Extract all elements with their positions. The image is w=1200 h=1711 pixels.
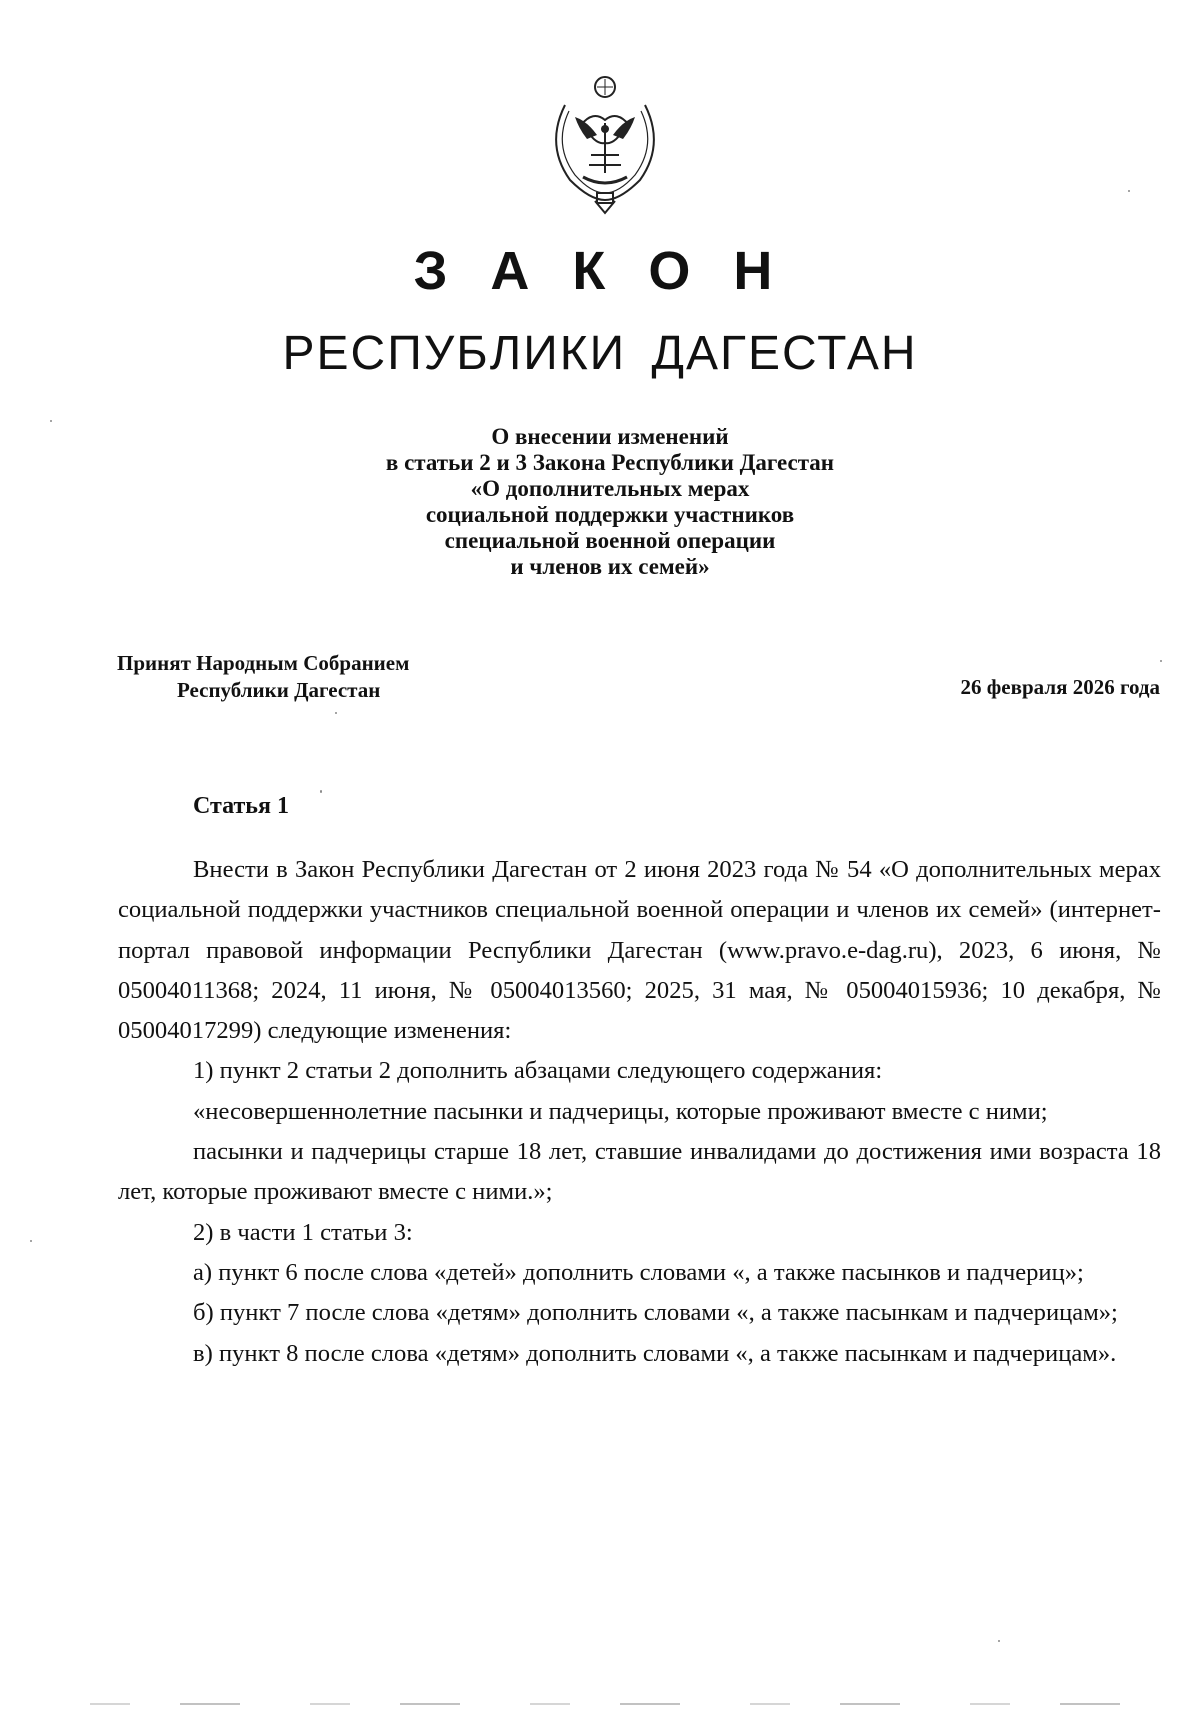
law-title: З А К О Н (413, 241, 787, 301)
article-paragraph: а) пункт 6 после слова «детей» дополнить словами «, а также пасынков и падчериц»; (193, 1258, 1084, 1286)
article-paragraph: 1) пункт 2 статьи 2 дополнить абзацами следующего содержания: (193, 1057, 883, 1085)
article-body (118, 850, 1161, 1374)
heading-line: социальной поддержки участников (425, 502, 795, 527)
heading-line: и членов их семей» (510, 554, 710, 579)
heading-line: «О дополнительных мерах (470, 476, 750, 501)
article-paragraph: Внести в Закон Республики Дагестан от 2 июня 2023 года № 54 «О дополнительных мерах социальной поддержки участников специальной военной операции и членов их семей» (интернет-портал правовой информации Республики Дагестан (www.pravo.e-dag.ru), 2023, 6 июня, № 05004011368; 2024, 11 июня, № 05004013560; 2025, 31 мая, № 05004015936; 10 декабря, № 05004017299) следующие изменения: (118, 856, 1161, 1045)
adoption-line-2: Республики Дагестан (177, 678, 381, 702)
article-title: Статья 1 (193, 793, 289, 819)
law-heading (260, 424, 960, 580)
article-paragraph: пасынки и падчерицы старше 18 лет, ставшие инвалидами до достижения ими возраста 18 лет, которые проживают вместе с ними.»; (118, 1138, 1161, 1206)
heading-line: О внесении изменений (491, 424, 729, 449)
adoption-line-1: Принят Народным Собранием (117, 651, 410, 675)
adoption-date: 26 февраля 2026 года (960, 675, 1160, 699)
law-subtitle: РЕСПУБЛИКИ ДАГЕСТАН (282, 327, 918, 380)
article-paragraph: 2) в части 1 статьи 3: (193, 1218, 413, 1246)
adoption-statement (117, 650, 409, 704)
dagestan-coat-of-arms-icon (525, 65, 685, 215)
article-paragraph: в) пункт 8 после слова «детям» дополнить словами «, а также пасынкам и падчерицам». (193, 1339, 1117, 1367)
article-paragraph: б) пункт 7 после слова «детям» дополнить словами «, а также пасынкам и падчерицам»; (193, 1299, 1118, 1327)
heading-line: специальной военной операции (444, 528, 776, 553)
heading-line: в статьи 2 и 3 Закона Республики Дагестан (385, 450, 835, 475)
scan-edge-noise (90, 1703, 1150, 1705)
article-paragraph: «несовершеннолетние пасынки и падчерицы, которые проживают вместе с ними; (193, 1097, 1048, 1125)
